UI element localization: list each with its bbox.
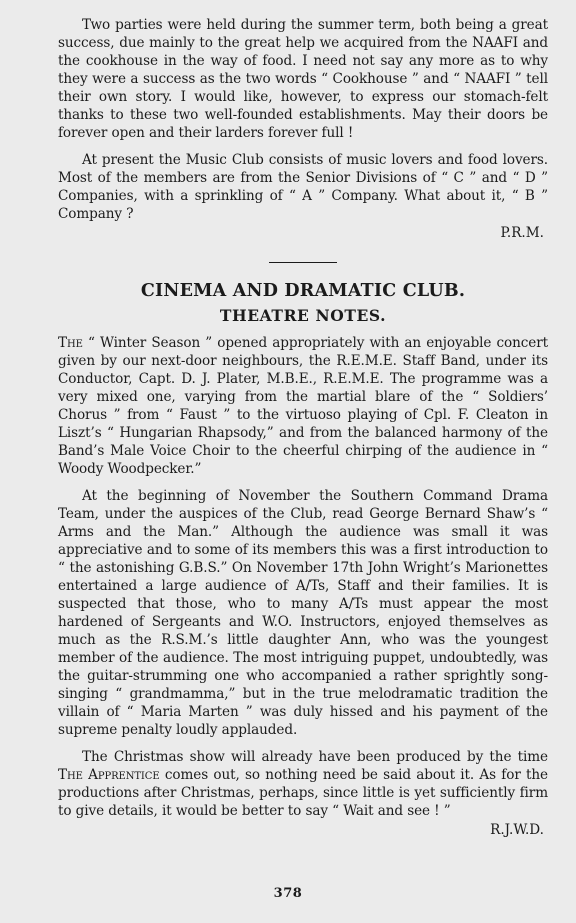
music-club-signature: P.R.M. (500, 225, 544, 241)
page-number: 378 (273, 886, 303, 901)
theatre-paragraph-3-start: The Christmas show will already have been produced by the time (82, 749, 548, 765)
theatre-signature: R.J.W.D. (490, 822, 544, 838)
theatre-paragraph-3 (58, 748, 548, 820)
music-club-paragraph-1: Two parties were held during the summer term, both being a great success, due mainly to the great help we acquired from the NAAFI and the cookhouse in the way of food. I need not say any more as to why they were a success as the two words “ Cookhouse ” and “ NAAFI ” tell their own story. I would like, however, to express our stomach-felt thanks to these two well-founded establishments. May their doors be forever open and their larders forever full ! (58, 17, 548, 141)
theatre-paragraph-1-text: “ Winter Season ” opened appropriately with an enjoyable concert given by our next-door neighbours, the R.E.M.E. Staff Band, under its Conductor, Capt. D. J. Plater, M.B.E., R.E.M.E. The programme was a very mixed one, varying from the martial blare of the “ Soldiers’ Chorus ” from “ Faust ” to the virtuoso playing of Cpl. F. Cleaton in Liszt’s “ Hungarian Rhapsody,” and from the balanced harmony of the Band’s Male Voice Choir to the cheerful chirping of the audience in “ Woody Woodpecker.” (58, 335, 548, 477)
section-subtitle: THEATRE NOTES. (219, 306, 387, 325)
theatre-paragraph-3-end: comes out, so nothing need be said about it. As for the productions after Christmas, perhaps, since little is yet sufficiently firm to give details, it would be better to say “ Wait and see ! ” (58, 767, 548, 819)
music-club-paragraph-2: At present the Music Club consists of music lovers and food lovers. Most of the members are from the Senior Divisions of “ C ” and “ D ” Companies, with a sprinkling of “ A ” Company. What about it, “ B ” Company ? (58, 152, 548, 222)
publication-name: The Apprentice (58, 767, 160, 783)
theatre-paragraph-1 (58, 334, 548, 478)
theatre-paragraph-2: At the beginning of November the Southern Command Drama Team, under the auspices of the Club, read George Bernard Shaw’s “ Arms and the Man.” Although the audience was small it was appreciative and to some of its members this was a first introduction to “ the astonishing G.B.S.” On November 17th John Wright’s Marionettes entertained a large audience of A/Ts, Staff and their families. It is suspected that those, who to many A/Ts must appear the most hardened of Sergeants and W.O. Instructors, enjoyed themselves as much as the R.S.M.’s little daughter Ann, who was the youngest member of the audience. The most intriguing puppet, undoubtedly, was the guitar-strumming one who accompanied a rather sprightly song-singing “ grandmamma,” but in the true melodramatic tradition the villain of “ Maria Marten ” was duly hissed and his payment of the supreme penalty loudly applauded. (58, 488, 548, 738)
music-club-section (58, 16, 548, 242)
section-title: CINEMA AND DRAMATIC CLUB. (140, 281, 466, 301)
cinema-club-section (58, 279, 548, 839)
section-divider (269, 262, 337, 263)
paragraph-lead-word: The (58, 335, 83, 351)
